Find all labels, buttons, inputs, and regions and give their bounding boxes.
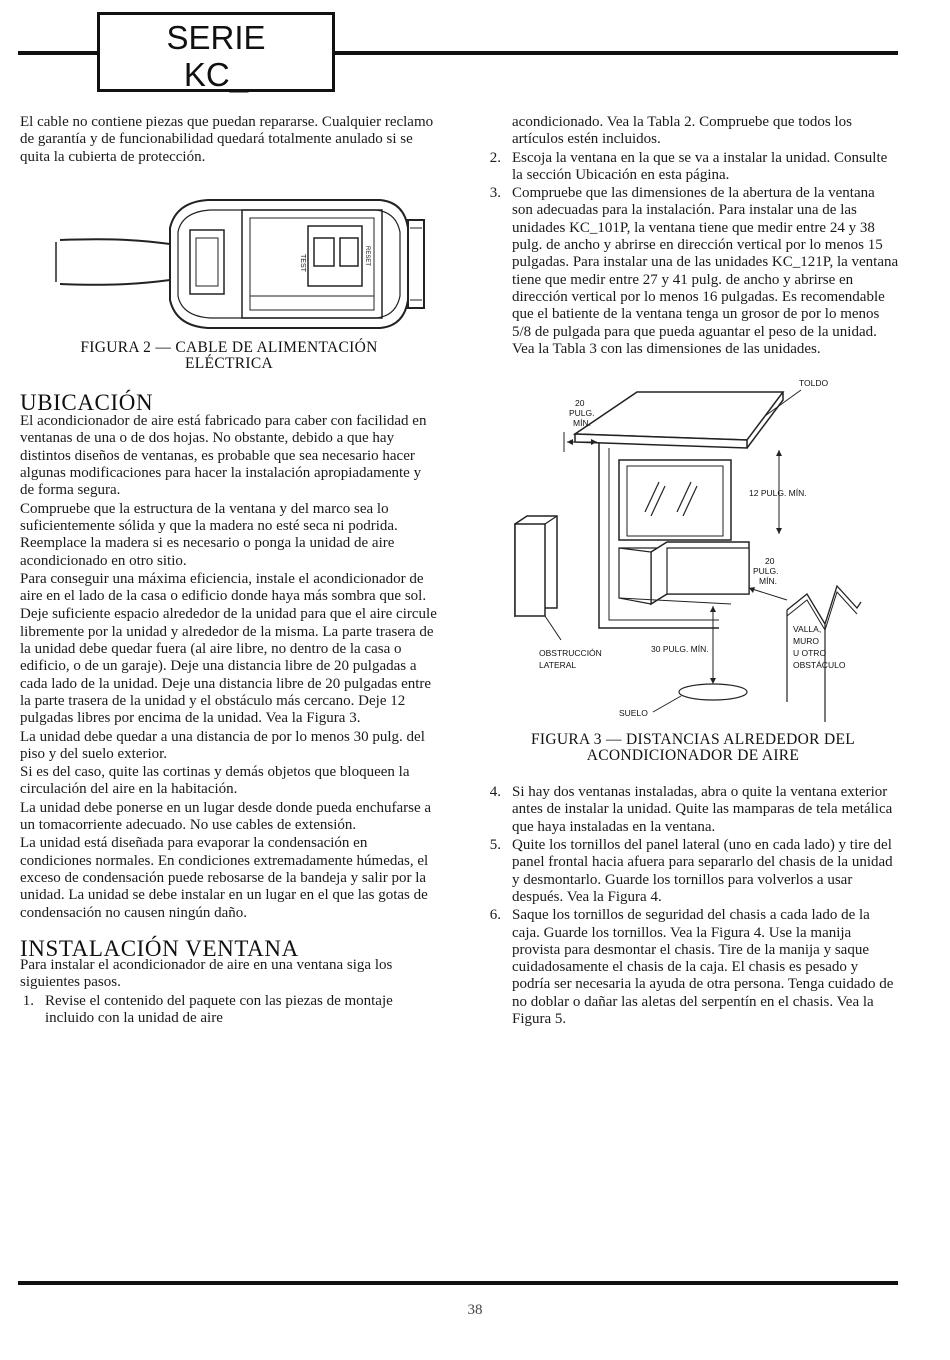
clearance-label-20-right-3: MÍN. (759, 576, 777, 587)
ubicacion-paragraph: Si es del caso, quite las cortinas y demás objetos que bloqueen la circulación del aire en la habitación. (20, 764, 410, 798)
step-number: 4. (489, 784, 501, 801)
clearance-label-12-top: 12 PULG. MÍN. (749, 488, 807, 499)
figure-3-caption-line1: FIGURA 3 — DISTANCIAS ALREDEDOR DEL (530, 731, 855, 749)
power-cord-figure (20, 188, 438, 338)
figure-3-caption (487, 732, 899, 764)
step-2 (487, 150, 899, 185)
clearance-label-20-right-2: PULG. (753, 566, 779, 577)
clearance-label-20-right-1: 20 (765, 556, 775, 567)
ubicacion-paragraph: Para conseguir una máxima eficiencia, instale el acondicionador de aire en el lado de la casa o edificio donde haya más sombra que sol. (20, 570, 427, 605)
step-text: Saque los tornillos de seguridad del chasis a cada lado de la caja. Guarde los tornillos. Vea la Figura 4. Use la manija provista para desmontar el chasis. Tire de la manija y saque cuidadosamente el chasis de la caja. El chasis es pesado y podría ser necesaria la ayuda de otra persona. Tenga cuidado de no doblar o dañar las aletas del serpentín en el chasis. Vea la Figura 5. (512, 907, 894, 1028)
ubicacion-paragraph: El acondicionador de aire está fabricado para caber con facilidad en ventanas de una o de dos hojas. No obstante, debido a que hay distintos diseños de ventanas, es probable que sea necesario hacer algunas modificaciones para hacer la instalación apropiadamente y de forma segura. (20, 413, 427, 499)
step-number: 1. (22, 992, 34, 1009)
ubicacion-paragraph: Compruebe que la estructura de la ventana y del marco sea lo suficientemente sólida y que la madera no esté seca ni podrida. Reemplace la madera si es necesario o ponga la unidad de aire acondicionado en otro sitio. (20, 500, 398, 569)
step-text: Escoja la ventana en la que se va a instalar la unidad. Consulte la sección Ubicación en esta página. (512, 149, 888, 183)
step-text: Si hay dos ventanas instaladas, abra o quite la ventana exterior antes de instalar la unidad. Quite las mamparas de tela metálica que haya instaladas en la ventana. (512, 784, 893, 835)
steps-continued (487, 784, 899, 1028)
ubicacion-paragraph: Deje suficiente espacio alrededor de la unidad para que el aire circule libremente por la unidad y alrededor de la misma. La parte trasera de la unidad debe quedar fuera (al aire libre, no dentro de la casa o edificio, o de un garaje). Deje una distancia libre de 20 pulgadas a cada lado de la unidad. Deje una distancia libre de 20 pulgadas entre la parte trasera de la unidad y el obstáculo más cercano. Deje 12 pulgadas libres por encima de la unidad. Vea la Figura 3. (20, 606, 437, 727)
side-obstruction-label-2: LATERAL (539, 660, 577, 671)
footer-rule (18, 1281, 898, 1285)
ubicacion-heading: UBICACIÓN (20, 389, 154, 415)
step-1-continued (487, 114, 899, 149)
page-number: 38 (467, 1302, 483, 1318)
step-4 (487, 784, 899, 836)
clearance-diagram (487, 372, 899, 732)
ubicacion-paragraph: La unidad debe quedar a una distancia de por lo menos 30 pulg. del piso y del suelo exterior. (20, 728, 425, 762)
series-title-line1: SERIE (166, 19, 266, 56)
reset-button-label: RESET (364, 245, 370, 266)
awning-label: TOLDO (799, 378, 829, 389)
figure-2-caption-line1: FIGURA 2 — CABLE DE ALIMENTACIÓN (80, 338, 378, 356)
side-obstruction-label-1: OBSTRUCCIÓN (539, 648, 602, 659)
instalacion-intro: Para instalar el acondicionador de aire en una ventana siga los siguientes pasos. (20, 957, 393, 991)
clearance-label-20-left-2: PULG. (569, 408, 595, 419)
clearance-label-20-left-3: MÍN. (573, 418, 591, 429)
step-1 (20, 993, 438, 1028)
fence-label-4: OBSTÁCULO (793, 660, 846, 671)
left-column (20, 114, 438, 1028)
right-column (487, 114, 899, 1029)
ubicacion-paragraph: La unidad está diseñada para evaporar la condensación en condiciones normales. En condiciones extremadamente húmedas, el exceso de condensación puede rebosarse de la bandeja y salir por la unidad. La unidad se debe instalar en un lugar en el que las gotas de condensación no causen ningún daño. (20, 835, 429, 921)
fence-label-3: U OTRO (793, 648, 827, 659)
step-number: 5. (489, 837, 501, 854)
series-title-line2: KC_ (183, 56, 249, 93)
step-number: 2. (489, 149, 501, 166)
ubicacion-body (20, 413, 438, 922)
step-5 (487, 837, 899, 906)
step-text: Revise el contenido del paquete con las piezas de montaje incluido con la unidad de aire (45, 992, 393, 1026)
step-3 (487, 185, 899, 358)
step-text: Compruebe que las dimensiones de la abertura de la ventana son adecuadas para la instalación. Para instalar una de las unidades KC_101P, la ventana tiene que medir entre 24 y 38 pulg. de ancho y abrirse en dirección vertical por lo menos 15 pulgadas. Para instalar una de las unidades KC_121P, la ventana tiene que medir entre 27 y 41 pulg. de ancho y abrirse en dirección vertical por lo menos 16 pulgadas. Es recomendable que el batiente de la ventana tenga un grosor de por lo menos 5/8 de pulgada para que pueda aguantar el peso de la unidad. Vea la Tabla 3 con las dimensiones de las unidades. (512, 185, 899, 357)
figure-3-caption-line2: ACONDICIONADOR DE AIRE (586, 747, 800, 765)
step-6 (487, 907, 899, 1028)
series-title-box (97, 12, 335, 92)
fence-label-2: MURO (793, 636, 819, 647)
figure-2-caption (20, 340, 438, 372)
step-text: Quite los tornillos del panel lateral (uno en cada lado) y tire del panel frontal hacia afuera para separarlo del chasis de la unidad y desmontarlo. Guarde los tornillos para volverlos a usar después. Vea la Figura 4. (512, 837, 893, 905)
step-number: 6. (489, 907, 501, 924)
instalacion-heading: INSTALACIÓN VENTANA (20, 935, 299, 961)
step-number: 3. (489, 185, 501, 202)
ground-label: SUELO (619, 708, 648, 719)
step-text: acondicionado. Vea la Tabla 2. Compruebe que todos los artículos estén incluidos. (512, 114, 852, 148)
intro-paragraph: El cable no contiene piezas que puedan repararse. Cualquier reclamo de garantía y de funcionabilidad quedará totalmente anulado si se quita la cubierta de protección. (20, 114, 434, 165)
clearance-label-30-bottom: 30 PULG. MÍN. (651, 644, 709, 655)
test-button-label: TEST (299, 253, 306, 272)
ubicacion-paragraph: La unidad debe ponerse en un lugar desde donde pueda enchufarse a un tomacorriente adecuado. No use cables de extensión. (20, 799, 432, 834)
fence-label-1: VALLA, (793, 624, 822, 635)
figure-2-caption-line2: ELÉCTRICA (185, 354, 273, 372)
clearance-label-20-left-1: 20 (575, 398, 585, 409)
